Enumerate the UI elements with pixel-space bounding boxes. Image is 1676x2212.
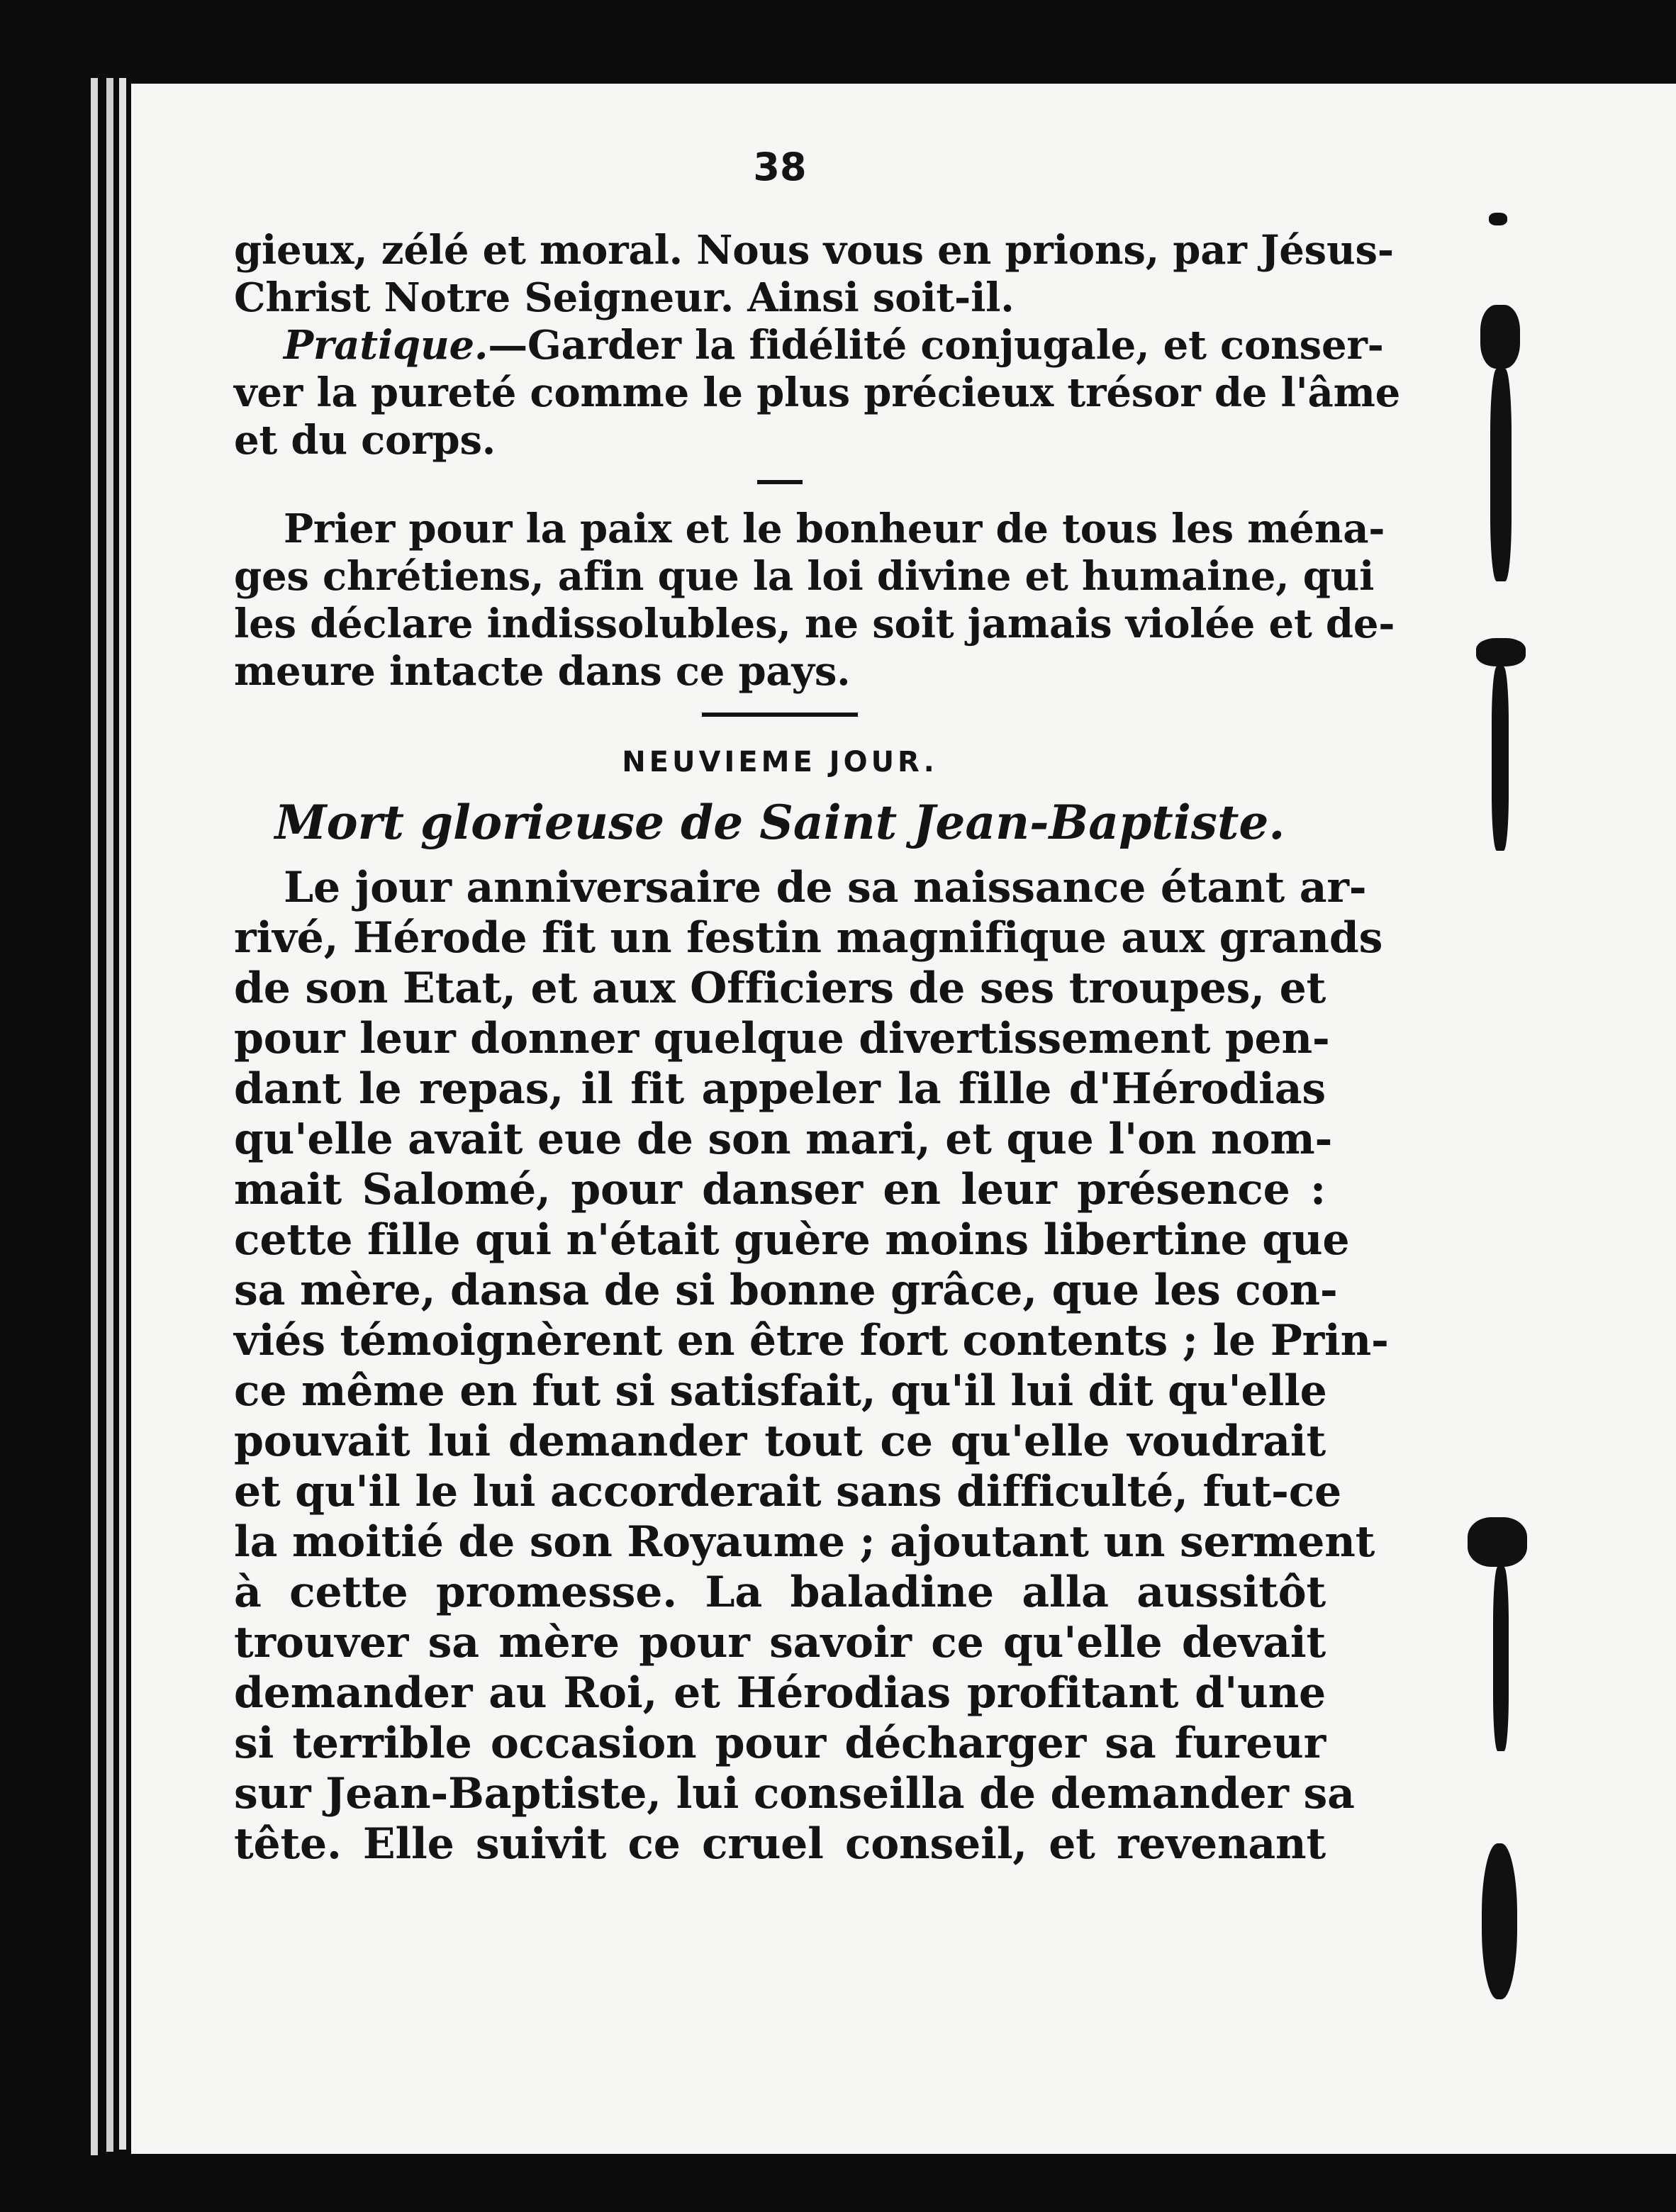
section-title: Mort glorieuse de Saint Jean-Baptiste. (274, 795, 1285, 850)
text-line: Le jour anniversaire de sa naissance étant ar- (284, 863, 1367, 912)
body-paragraph (234, 863, 1389, 1870)
closing-paragraph (234, 227, 1394, 322)
text-line: ce même en fut si satisfait, qu'il lui dit qu'elle (234, 1366, 1327, 1416)
text-line: Prier pour la paix et le bonheur de tous les ména- (284, 505, 1385, 552)
text-line: Christ Notre Seigneur. Ainsi soit-il. (234, 274, 1015, 321)
text-line: tête. Elle suivit ce cruel conseil, et revenant (234, 1819, 1326, 1869)
text-line: ges chrétiens, afin que la loi divine et humaine, qui (234, 553, 1375, 600)
page-edge (119, 78, 126, 2150)
text-line: sur Jean-Baptiste, lui conseilla de demander sa (234, 1769, 1355, 1819)
pratique-label: Pratique. (284, 322, 488, 369)
binding-spine (1468, 213, 1531, 1985)
page-edge (91, 78, 98, 2155)
text-line: pouvait lui demander tout ce qu'elle voudrait (234, 1417, 1326, 1466)
text-line: sa mère, dansa de si bonne grâce, que les con- (234, 1266, 1338, 1315)
text-line: la moitié de son Royaume ; ajoutant un serment (234, 1517, 1375, 1567)
prayer-intention-paragraph (234, 505, 1395, 696)
text-line: trouver sa mère pour savoir ce qu'elle devait (234, 1618, 1326, 1668)
text-column (234, 139, 1401, 1870)
pratique-paragraph (234, 322, 1401, 464)
separator-rule (702, 713, 858, 717)
text-line: meure intacte dans ce pays. (234, 648, 851, 695)
separator-rule (757, 480, 803, 484)
text-line: gieux, zélé et moral. Nous vous en prions, par Jésus- (234, 227, 1394, 274)
text-line: et du corps. (234, 417, 496, 464)
text-line: qu'elle avait eue de son mari, et que l'on nom- (234, 1115, 1333, 1164)
text-line: mait Salomé, pour danser en leur présence : (234, 1165, 1326, 1214)
text-line: rivé, Hérode fit un festin magnifique aux grands (234, 913, 1383, 963)
text-line: pour leur donner quelque divertissement pen- (234, 1014, 1330, 1063)
text-line: demander au Roi, et Hérodias profitant d'une (234, 1668, 1326, 1718)
text-line: à cette promesse. La baladine alla aussitôt (234, 1568, 1326, 1617)
pratique-text: —Garder la fidélité conjugale, et conser- (488, 322, 1384, 369)
section-heading: NEUVIEME JOUR. (622, 746, 938, 778)
text-line: viés témoignèrent en être fort contents ; le Prin- (234, 1316, 1389, 1365)
text-line: si terrible occasion pour décharger sa fureur (234, 1719, 1326, 1768)
text-line: de son Etat, et aux Officiers de ses troupes, et (234, 963, 1326, 1013)
text-line: et qu'il le lui accorderait sans difficulté, fut-ce (234, 1467, 1342, 1516)
page-number: 38 (753, 145, 807, 189)
page-edge (106, 78, 113, 2152)
text-line: les déclare indissolubles, ne soit jamais violée et de- (234, 601, 1395, 647)
text-line: cette fille qui n'était guère moins libertine que (234, 1215, 1350, 1265)
text-line: ver la pureté comme le plus précieux trésor de l'âme (234, 369, 1401, 416)
text-line: dant le repas, il fit appeler la fille d'Hérodias (234, 1064, 1326, 1114)
text-line (234, 322, 1384, 369)
